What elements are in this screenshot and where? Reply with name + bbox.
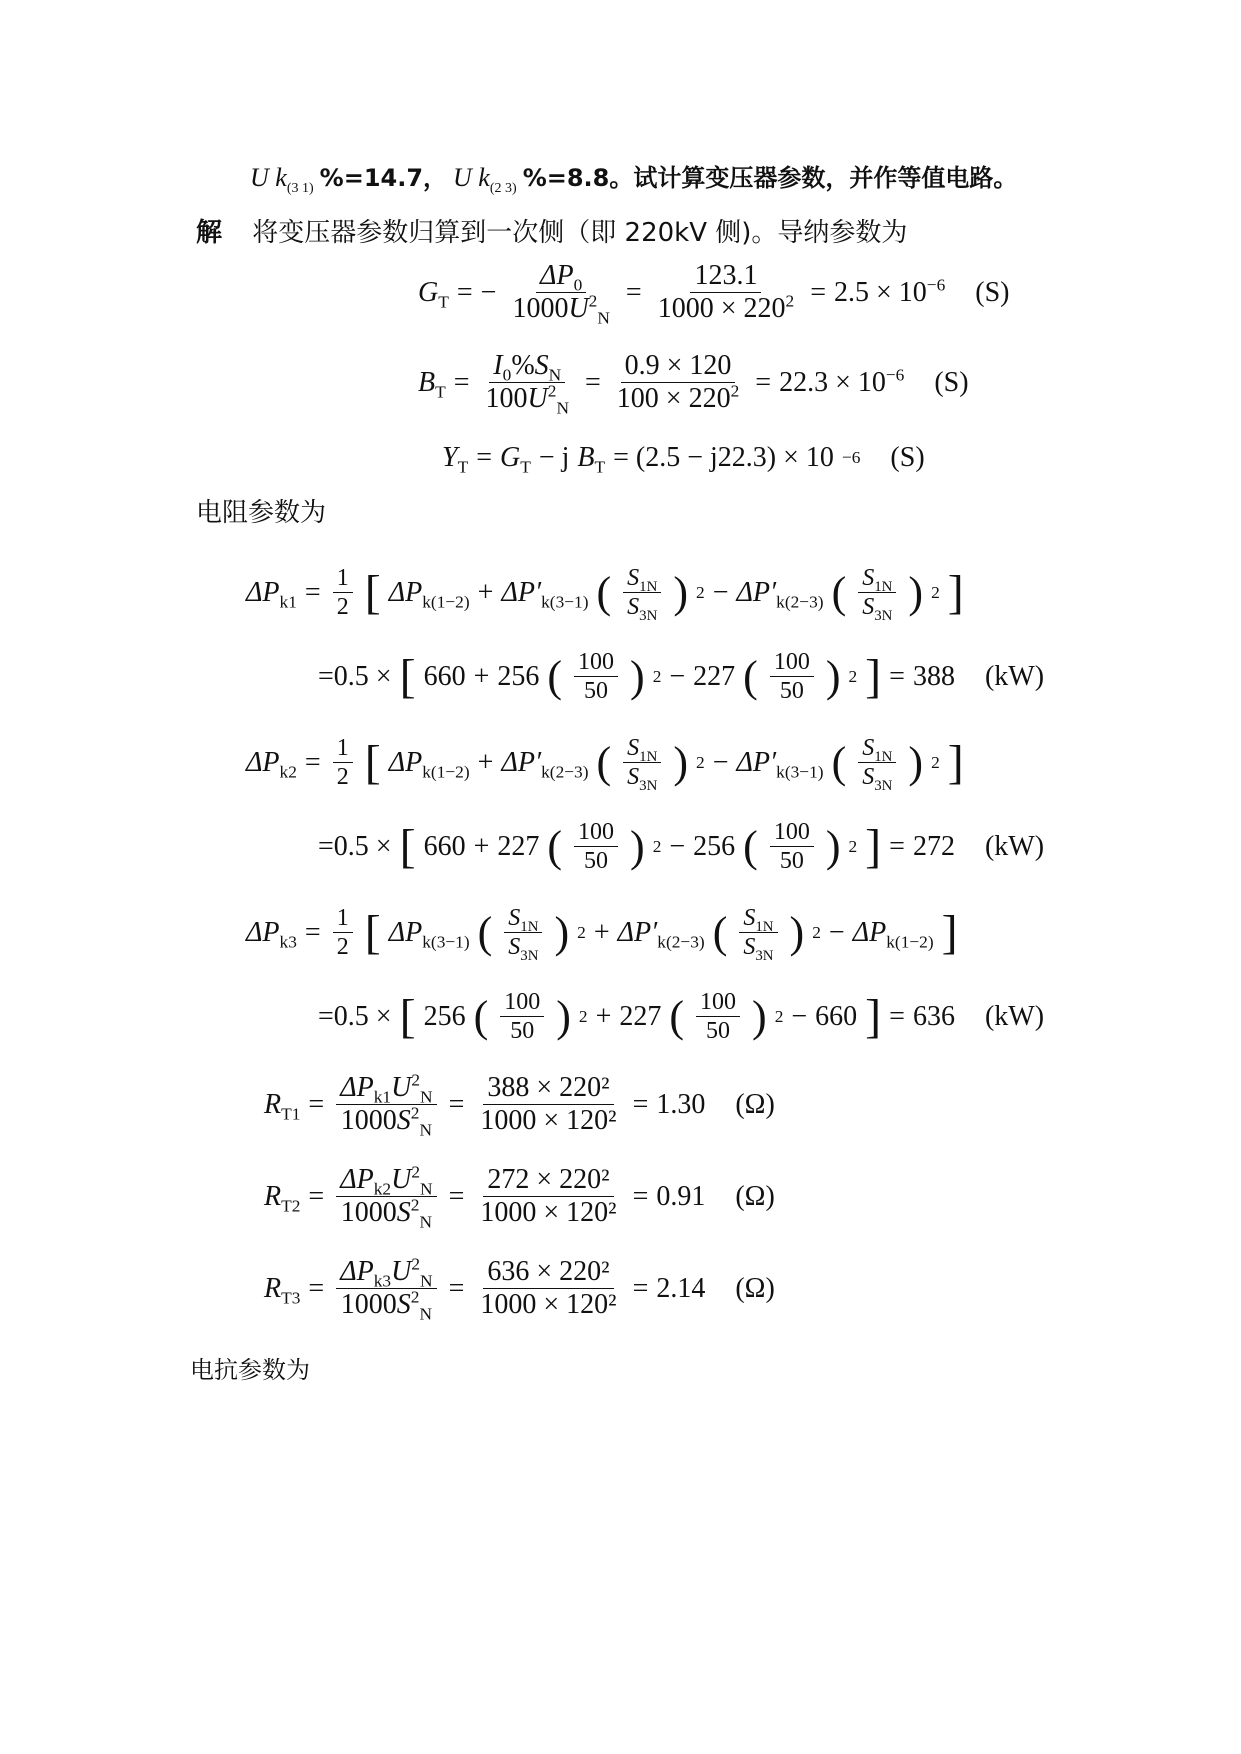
problem-statement-tail: U $k_{(3 1)}$ %=14.7， U $k_{(2 3)}$ %=8.8。试计算变压器参数，并作等值电路。: [250, 163, 1018, 196]
solution-intro-text: 将变压器参数归算到一次侧（即 220kV 侧)。导纳参数为: [252, 218, 908, 248]
gt-num2: 123.1: [690, 262, 761, 293]
pk2-c: 256: [693, 830, 736, 862]
formula-pk3-calc: =0.5 × [ 256 ( $\frac{100}{50}$ ) 2 + 227 ( $\frac{100}{50}$ ) 2 − 660 ] = 636 (kW): [318, 989, 1045, 1044]
problem-u31-text: %=14.7，: [319, 164, 448, 192]
pk2-a: 660: [423, 830, 466, 862]
rt1-unit: (Ω): [735, 1088, 775, 1120]
formula-gt: $G_T$ = − $\frac{\Delta P_0}{1000U^2_N}$ = $\frac{123.1}{1000 \times 220^2}$ = $2.5 \times 10^{-6}$ (S): [418, 260, 1010, 328]
pk1-c: 227: [693, 660, 736, 692]
pk1-a: 660: [423, 660, 466, 692]
formula-pk1: $\Delta P_{k1}$ = $\frac{1}{2}$ [ $\Delta P_{k(1-2)}$ + $\Delta P'_{k(3-1)}$ ( $\frac{S_{1N}}{S_{3N}}$ ) 2 − $\Delta P'_{k(2-3)}$ ( $\frac{S_{1N}}{S_{3N}}$ ) 2 ]: [246, 565, 964, 624]
rt2-den: 1000 × 120²: [480, 1197, 617, 1228]
formula-pk2: $\Delta P_{k2}$ = $\frac{1}{2}$ [ $\Delta P_{k(1-2)}$ + $\Delta P'_{k(2-3)}$ ( $\frac{S_{1N}}{S_{3N}}$ ) 2 − $\Delta P'_{k(3-1)}$ ( $\frac{S_{1N}}{S_{3N}}$ ) 2 ]: [246, 735, 964, 794]
solution-intro: [196, 212, 907, 249]
formula-pk2-calc: =0.5 × [ 660 + 227 ( $\frac{100}{50}$ ) 2 − 256 ( $\frac{100}{50}$ ) 2 ] = 272 (kW): [318, 819, 1045, 874]
formula-rt1: $R_{T1}$ = $\frac{\Delta P_{k1}U^2_N}{1000S^2_N}$ = $\frac{\text{388 × 220²}}{\text{1000 × 120²}}$ = 1.30 (Ω): [264, 1070, 775, 1140]
rt1-num: 388 × 220²: [483, 1074, 613, 1105]
solution-label: 解: [196, 218, 223, 248]
pk1-b: 256: [497, 660, 540, 692]
formula-rt2: $R_{T2}$ = $\frac{\Delta P_{k2}U^2_N}{1000S^2_N}$ = $\frac{\text{272 × 220²}}{\text{1000 × 120²}}$ = 0.91 (Ω): [264, 1162, 775, 1232]
problem-u23-text: %=8.8。试计算变压器参数，并作等值电路。: [522, 164, 1018, 192]
bt-unit: (S): [934, 366, 969, 398]
formula-pk3: $\Delta P_{k3}$ = $\frac{1}{2}$ [ $\Delta P_{k(3-1)}$ ( $\frac{S_{1N}}{S_{3N}}$ ) 2 + $\Delta P'_{k(2-3)}$ ( $\frac{S_{1N}}{S_{3N}}$ ) 2 − $\Delta P_{k(1-2)}$ ]: [246, 905, 958, 964]
pk3-a: 256: [423, 1000, 466, 1032]
formula-rt3: $R_{T3}$ = $\frac{\Delta P_{k3}U^2_N}{1000S^2_N}$ = $\frac{\text{636 × 220²}}{\text{1000 × 120²}}$ = 2.14 (Ω): [264, 1254, 775, 1324]
rt2-result: 0.91: [656, 1180, 706, 1212]
yt-unit: (S): [890, 442, 925, 473]
rt3-den: 1000 × 120²: [480, 1289, 617, 1320]
rt1-den: 1000 × 120²: [480, 1105, 617, 1136]
pk3-c: 660: [815, 1000, 858, 1032]
bt-num2: 0.9 × 120: [621, 352, 736, 383]
pk3-b: 227: [619, 1000, 662, 1032]
pk3-result: 636: [912, 1000, 955, 1032]
section-reactance-heading: 电抗参数为: [190, 1356, 310, 1384]
pk3-unit: (kW): [984, 1000, 1045, 1032]
rt1-result: 1.30: [656, 1088, 706, 1120]
rt3-num: 636 × 220²: [483, 1258, 613, 1289]
pk1-unit: (kW): [984, 660, 1045, 692]
pk2-b: 227: [497, 830, 540, 862]
rt3-unit: (Ω): [735, 1272, 775, 1304]
formula-yt: $Y_T$ = $G_T$ − j $B_T$ = (2.5 − j22.3) × 10 −6 (S): [442, 442, 925, 477]
rt2-unit: (Ω): [735, 1180, 775, 1212]
formula-pk1-calc: =0.5 × [ 660 + 256 ( $\frac{100}{50}$ ) 2 − 227 ( $\frac{100}{50}$ ) 2 ] = 388 (kW): [318, 649, 1045, 704]
rt2-num: 272 × 220²: [483, 1166, 613, 1197]
pk1-result: 388: [912, 660, 955, 692]
pk2-unit: (kW): [984, 830, 1045, 862]
section-resistance-heading: 电阻参数为: [196, 498, 327, 528]
pk2-result: 272: [912, 830, 955, 862]
gt-unit: (S): [975, 276, 1010, 308]
formula-bt: $B_T$ = $\frac{I_0\%S_N}{100U^2_N}$ = $\frac{0.9 \times 120}{100 \times 220^2}$ = $22.3 \times 10^{-6}$ (S): [418, 350, 969, 418]
rt3-result: 2.14: [656, 1272, 706, 1304]
